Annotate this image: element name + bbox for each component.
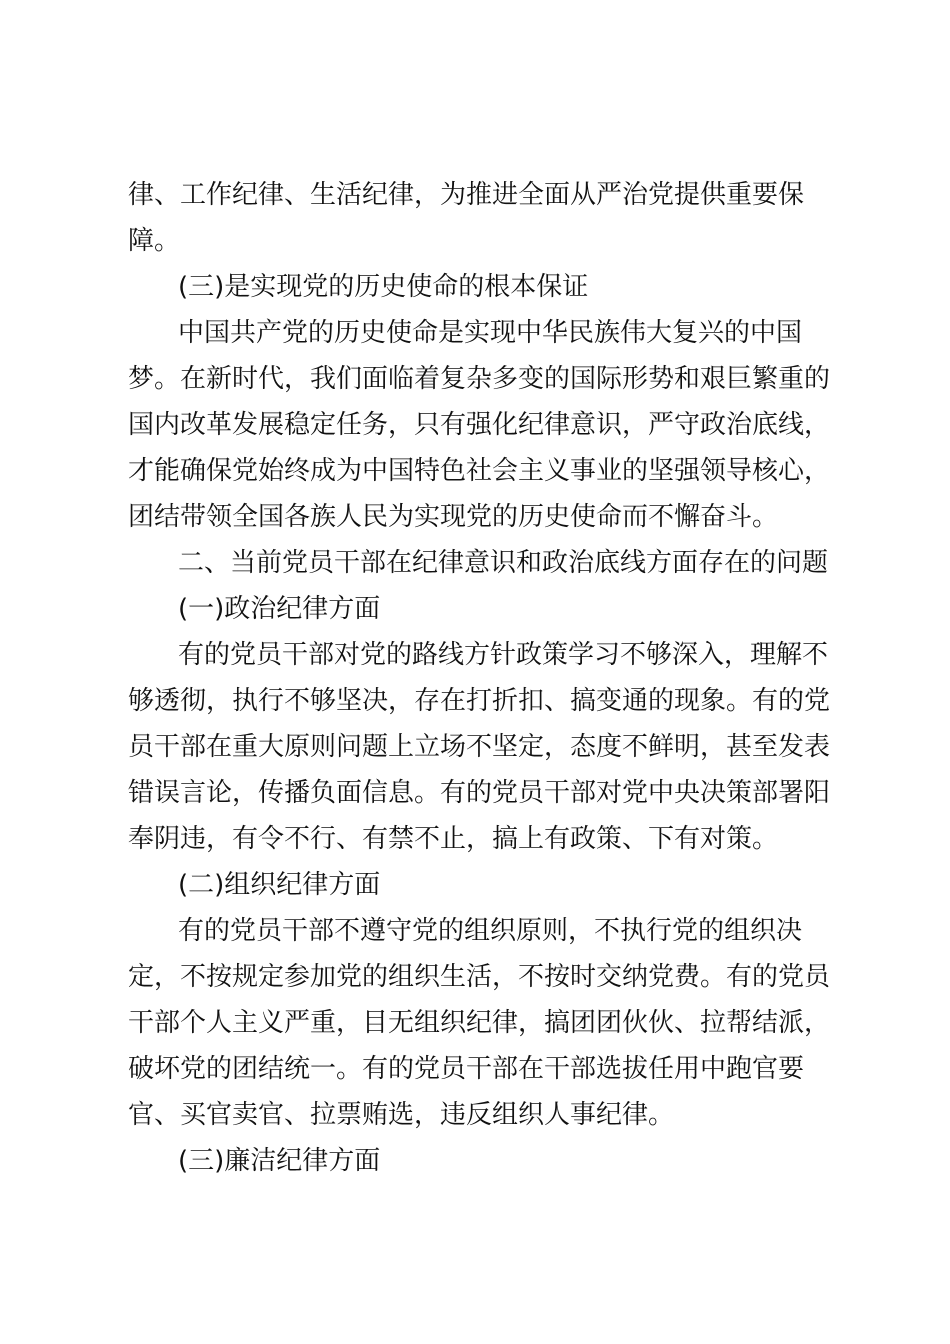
text-line-5: 梦。在新时代，我们面临着复杂多变的国际形势和艰巨繁重的 (128, 364, 831, 394)
section-heading-political: (一)政治纪律方面 (178, 594, 381, 624)
text-line-21: 官、买官卖官、拉票贿选，违反组织人事纪律。 (128, 1100, 675, 1130)
text-line-6: 国内改革发展稳定任务，只有强化纪律意识，严守政治底线， (128, 410, 831, 440)
section-heading-integrity: (三)廉洁纪律方面 (178, 1146, 381, 1176)
text-line-18: 定，不按规定参加党的组织生活，不按时交纳党费。有的党员 (128, 962, 831, 992)
text-line-12: 够透彻，执行不够坚决，存在打折扣、搞变通的现象。有的党 (128, 686, 831, 716)
paragraph-start-line: 中国共产党的历史使命是实现中华民族伟大复兴的中国 (178, 318, 803, 348)
paragraph-start-line: 有的党员干部不遵守党的组织原则，不执行党的组织决 (178, 916, 803, 946)
text-line-8: 团结带领全国各族人民为实现党的历史使命而不懈奋斗。 (128, 502, 779, 532)
text-line-2: 障。 (128, 226, 181, 256)
section-heading-organizational: (二)组织纪律方面 (178, 870, 381, 900)
section-heading-3: (三)是实现党的历史使命的根本保证 (178, 272, 589, 302)
text-line-19: 干部个人主义严重，目无组织纪律，搞团团伙伙、拉帮结派， (128, 1008, 831, 1038)
text-line-1: 律、工作纪律、生活纪律，为推进全面从严治党提供重要保 (128, 180, 805, 210)
text-line-15: 奉阴违，有令不行、有禁不止，搞上有政策、下有对策。 (128, 824, 779, 854)
chapter-heading-2: 二、当前党员干部在纪律意识和政治底线方面存在的问题 (178, 548, 829, 578)
text-line-7: 才能确保党始终成为中国特色社会主义事业的坚强领导核心， (128, 456, 831, 486)
text-line-14: 错误言论，传播负面信息。有的党员干部对党中央决策部署阳 (128, 778, 831, 808)
text-line-20: 破坏党的团结统一。有的党员干部在干部选拔任用中跑官要 (128, 1054, 805, 1084)
paragraph-start-line: 有的党员干部对党的路线方针政策学习不够深入，理解不 (178, 640, 829, 670)
text-line-13: 员干部在重大原则问题上立场不坚定，态度不鲜明，甚至发表 (128, 732, 831, 762)
